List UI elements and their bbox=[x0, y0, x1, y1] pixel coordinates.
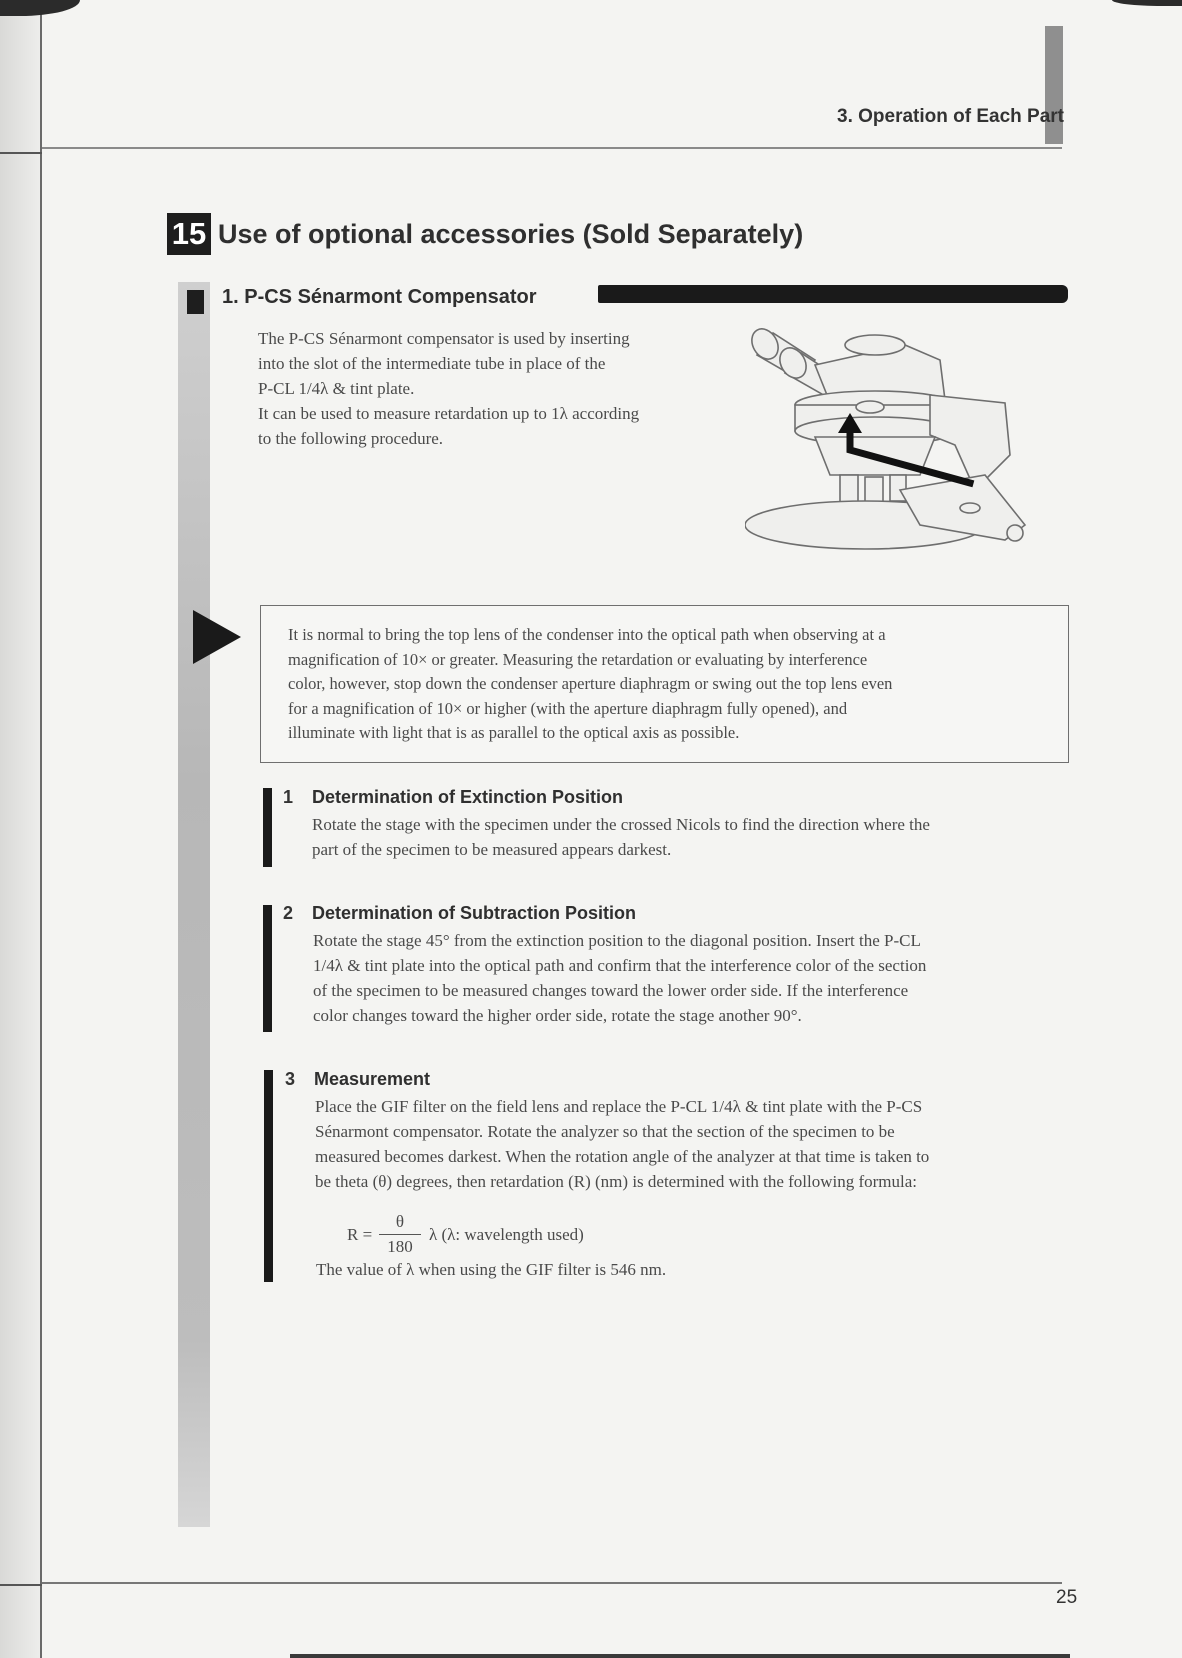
step-number: 2 bbox=[283, 903, 294, 923]
running-header: 3. Operation of Each Part bbox=[837, 106, 1064, 127]
step-line: Sénarmont compensator. Rotate the analyzer so that the section of the specimen to be bbox=[315, 1122, 895, 1141]
step-bar bbox=[263, 788, 272, 867]
page-number: 25 bbox=[1056, 1587, 1078, 1608]
subsection-title: 1. P-CS Sénarmont Compensator bbox=[222, 286, 537, 308]
formula-denominator: 180 bbox=[387, 1237, 413, 1256]
note-arrow-icon bbox=[193, 610, 241, 664]
step-bar bbox=[263, 905, 272, 1032]
page-edge-line bbox=[40, 0, 42, 1658]
formula-lhs: R = bbox=[347, 1225, 373, 1244]
note-line: illuminate with light that is as parallel to the optical axis as possible. bbox=[288, 723, 740, 742]
step-number: 3 bbox=[285, 1069, 296, 1089]
intro-paragraph bbox=[258, 326, 728, 451]
intro-line: The P-CS Sénarmont compensator is used by inserting bbox=[258, 329, 630, 348]
step-line: Rotate the stage 45° from the extinction position to the diagonal position. Insert the P-CL bbox=[313, 931, 921, 950]
gif-filter-note: The value of λ when using the GIF filter is 546 nm. bbox=[316, 1260, 667, 1279]
fraction-bar bbox=[379, 1234, 421, 1235]
section-title: Use of optional accessories (Sold Separately) bbox=[218, 219, 804, 249]
step-text bbox=[312, 812, 1072, 862]
subsection-rule-bar bbox=[598, 285, 1068, 303]
page-binding-edge bbox=[0, 0, 42, 1658]
step-line: Place the GIF filter on the field lens and replace the P-CL 1/4λ & tint plate with the P-CS bbox=[315, 1097, 923, 1116]
step-number: 1 bbox=[283, 787, 294, 807]
intro-line: It can be used to measure retardation up to 1λ according bbox=[258, 404, 640, 423]
formula-rhs: λ (λ: wavelength used) bbox=[429, 1225, 584, 1244]
step-line: of the specimen to be measured changes toward the lower order side. If the interference bbox=[313, 981, 909, 1000]
edge-tick bbox=[0, 152, 42, 154]
step-line: color changes toward the higher order side, rotate the stage another 90°. bbox=[313, 1006, 802, 1025]
step-title: Determination of Subtraction Position bbox=[312, 903, 637, 923]
subsection-marker bbox=[187, 290, 204, 314]
step-line: be theta (θ) degrees, then retardation (R) (nm) is determined with the following formula: bbox=[315, 1172, 918, 1191]
note-line: for a magnification of 10× or higher (with the aperture diaphragm fully opened), and bbox=[288, 698, 848, 718]
section-number-badge: 15 bbox=[167, 213, 211, 255]
header-rule bbox=[42, 147, 1062, 149]
note-line: It is normal to bring the top lens of the condenser into the optical path when observing at a bbox=[288, 625, 886, 644]
intro-line: P-CL 1/4λ & tint plate. bbox=[258, 379, 415, 398]
step-text bbox=[313, 928, 1073, 1028]
scan-corner-shadow bbox=[0, 0, 80, 16]
step-line: part of the specimen to be measured appears darkest. bbox=[312, 840, 672, 859]
note-line: color, however, stop down the condenser aperture diaphragm or swing out the top lens even bbox=[288, 674, 893, 693]
footer-rule bbox=[42, 1582, 1062, 1584]
bottom-edge-shadow bbox=[290, 1654, 1070, 1658]
step-line: Rotate the stage with the specimen under the crossed Nicols to find the direction where the bbox=[312, 815, 930, 834]
formula-numerator: θ bbox=[395, 1212, 405, 1231]
section-side-band bbox=[178, 282, 210, 1527]
step-line: measured becomes darkest. When the rotation angle of the analyzer at that time is taken to bbox=[315, 1147, 930, 1166]
scan-corner-shadow-right bbox=[1112, 0, 1182, 6]
step-line: 1/4λ & tint plate into the optical path and confirm that the interference color of the section bbox=[313, 956, 927, 975]
note-line: magnification of 10× or greater. Measuring the retardation or evaluating by interference bbox=[288, 649, 868, 669]
step-title: Measurement bbox=[314, 1069, 431, 1089]
note-box bbox=[260, 605, 1069, 763]
step-title: Determination of Extinction Position bbox=[312, 787, 624, 807]
intro-line: to the following procedure. bbox=[258, 429, 444, 448]
microscope-illustration bbox=[745, 325, 1067, 565]
edge-tick bbox=[0, 1584, 42, 1586]
step-bar bbox=[264, 1070, 273, 1282]
intro-line: into the slot of the intermediate tube in place of the bbox=[258, 354, 606, 373]
step-text bbox=[315, 1094, 1075, 1194]
